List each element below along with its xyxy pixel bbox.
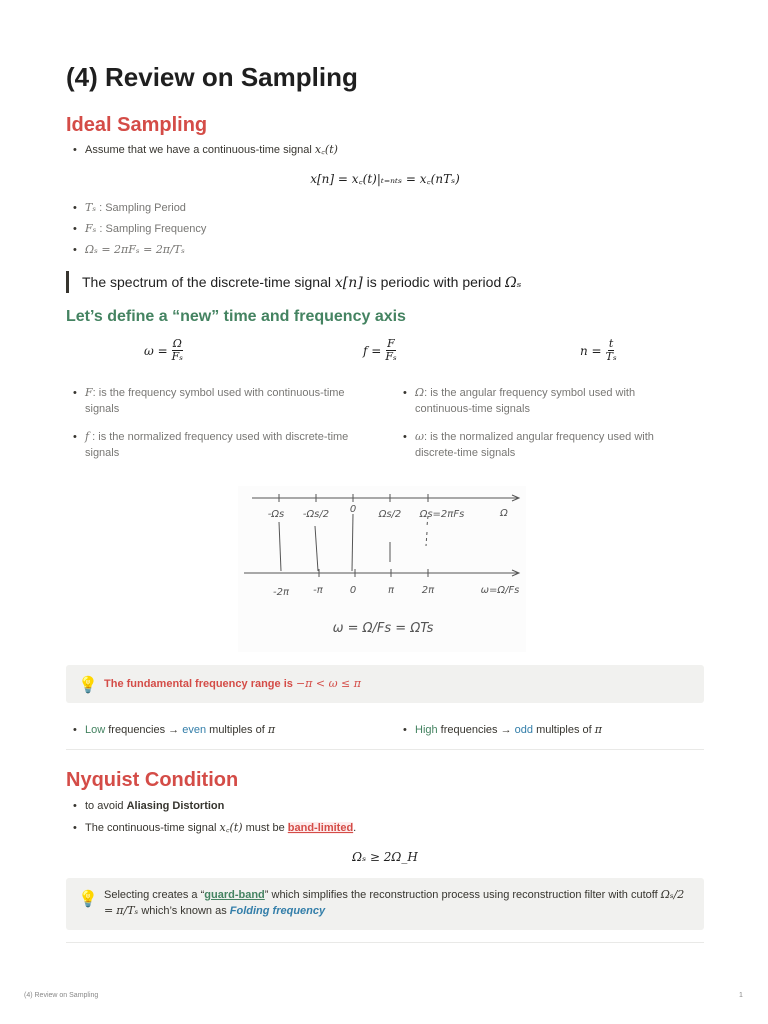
- ideal-bullets-2: [66, 200, 206, 258]
- divider-1: [66, 749, 704, 750]
- nyquist-equation: Ωₛ ≥ 2Ω_H: [352, 850, 418, 864]
- bottom-label-0: -2π: [273, 587, 289, 598]
- sampling-equation: x[n] = x꜀(t)|ₜ₌ₙₜₛ = x꜀(nTₛ): [310, 172, 460, 186]
- bullet-low-frequencies: • Low frequencies → even multiples of π: [66, 722, 275, 738]
- bullet-assume: • Assume that we have a continuous-time signal x꜀(t): [66, 142, 338, 158]
- bullet-omega-s: • Ωₛ = 2πFₛ = 2π/Tₛ: [66, 242, 206, 258]
- guard-band-term: guard-band: [204, 889, 265, 901]
- bullet-Omega: • Ω: is the angular frequency symbol used with continuous-time signals: [396, 385, 686, 417]
- lightbulb-icon: 💡: [78, 891, 98, 908]
- n-definition: n = $\frac{t}{\text{Tₛ}}$: [580, 337, 617, 363]
- axis-heading: Let’s define a “new” time and frequency axis: [66, 308, 406, 325]
- band-limited-link[interactable]: band-limited: [287, 822, 354, 834]
- frequency-axis-sketch: [238, 486, 526, 652]
- freq-symbol-list-right: [396, 385, 686, 461]
- sketch-formula: ω = Ω/Fs = ΩTs: [332, 621, 434, 636]
- bullet-fs: • Fₛ : Sampling Frequency: [66, 221, 206, 237]
- omega-definition: ω = $\frac{\Omega}{\text{Fₛ}}$: [144, 337, 183, 363]
- bullet-band-limited: • The continuous-time signal x꜀(t) must be band-limited.: [66, 820, 356, 836]
- ideal-sampling-heading: Ideal Sampling: [66, 114, 208, 136]
- lightbulb-icon: 💡: [78, 677, 98, 694]
- signal-symbol: x꜀(t): [314, 143, 338, 156]
- bottom-label-5: ω=Ω/Fs: [480, 585, 520, 596]
- folding-frequency-term: Folding frequency: [229, 905, 326, 917]
- divider-2: [66, 942, 704, 943]
- bottom-label-4: 2π: [421, 585, 435, 596]
- bullet-high-frequencies: • High frequencies → odd multiples of π: [396, 722, 602, 738]
- top-label-3: Ωs/2: [378, 509, 402, 520]
- footer-title: (4) Review on Sampling: [24, 992, 99, 999]
- page-number: 1: [739, 992, 743, 999]
- callout-text-2: Selecting creates a “guard-band” which simplifies the reconstruction process using reconstruction filter with cutoff Ωₛ/2 = π/Tₛ which’s known as Folding frequency: [104, 888, 685, 917]
- ideal-bullets-1: [66, 142, 338, 158]
- bullet-F: • F: is the frequency symbol used with continuous-time signals: [66, 385, 356, 417]
- callout-text-1: The fundamental frequency range is −π < ω ≤ π: [104, 677, 362, 690]
- low-freq-list: [66, 722, 275, 738]
- bullet-omega: • ω: is the normalized angular frequency used with discrete-time signals: [396, 429, 686, 461]
- top-label-2: 0: [349, 504, 357, 515]
- nyquist-heading: Nyquist Condition: [66, 769, 239, 791]
- bullet-aliasing: • to avoid Aliasing Distortion: [66, 798, 356, 814]
- top-label-4: Ωs=2πFs: [419, 509, 465, 520]
- bullet-ts: • Tₛ : Sampling Period: [66, 200, 206, 216]
- spectrum-quote: The spectrum of the discrete-time signal x[n] is periodic with period Ωₛ: [66, 271, 521, 293]
- bullet-f: • f : is the normalized frequency used with discrete-time signals: [66, 429, 356, 461]
- f-definition: f = $\frac{F}{\text{Fₛ}}$: [363, 337, 397, 363]
- high-freq-list: [396, 722, 602, 738]
- top-label-0: -Ωs: [267, 509, 285, 520]
- bottom-label-3: π: [387, 585, 395, 596]
- nyquist-bullets: [66, 798, 356, 836]
- top-label-1: -Ωs/2: [302, 509, 330, 520]
- bottom-label-1: -π: [313, 585, 323, 596]
- freq-symbol-list-left: [66, 385, 356, 461]
- guard-band-callout: [66, 878, 704, 930]
- frequency-range-callout: [66, 665, 704, 703]
- top-label-5: Ω: [500, 508, 508, 519]
- bottom-label-2: 0: [349, 585, 357, 596]
- page-title: (4) Review on Sampling: [66, 62, 358, 92]
